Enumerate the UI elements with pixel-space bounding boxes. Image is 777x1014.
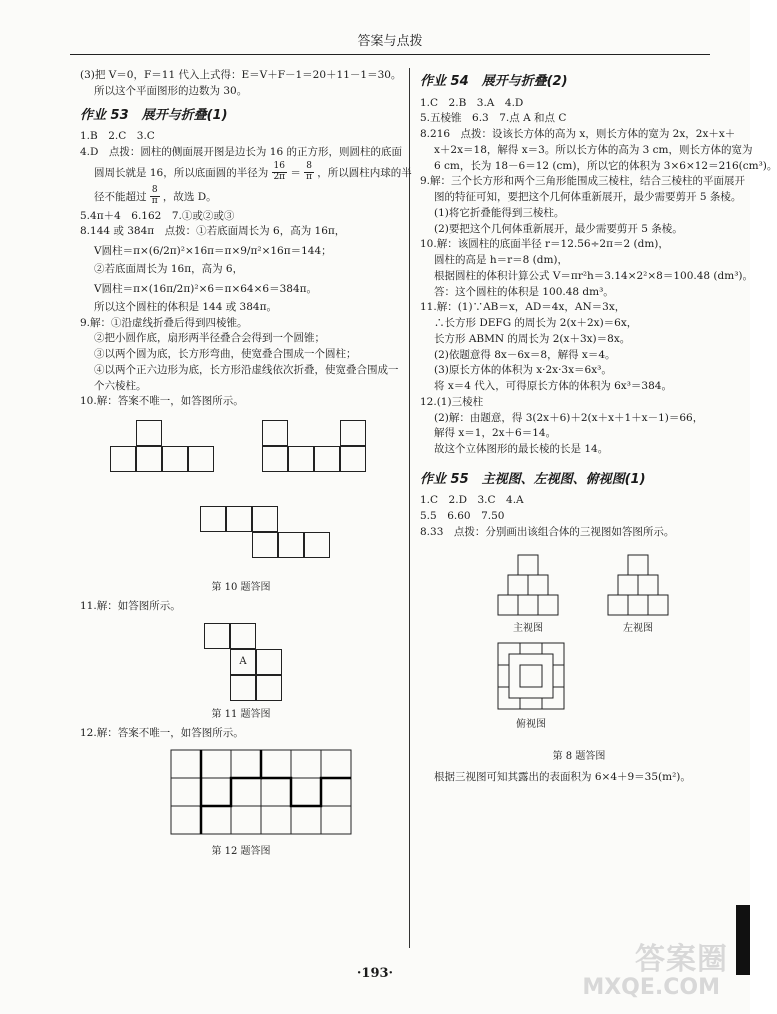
net-cell <box>252 532 278 558</box>
text-line: 9.解：①沿虚线折叠后得到四棱锥。 <box>80 316 248 329</box>
net-cell-a: A <box>230 649 256 675</box>
caption-left-view: 左视图 <box>623 622 653 634</box>
figure-12 <box>80 746 402 840</box>
text-line: ④以两个正六边形为底，长方形沿虚线依次折叠，使宽叠合围成一 <box>94 363 399 376</box>
text-line: 圆柱的高是 h＝r＝8 (dm)， <box>434 254 569 266</box>
denominator: 2π <box>273 172 286 182</box>
right-column <box>420 68 777 785</box>
fraction <box>304 162 314 183</box>
left-view <box>608 555 668 615</box>
text-line: 6 cm，长为 18－6＝12 (cm)，所以它的体积为 3×6×12＝216(cm³)。 <box>434 159 777 172</box>
text-line: 根据三视图可知其露出的表面积为 6×4＋9＝35(m²)。 <box>434 770 691 783</box>
left-column <box>80 68 412 859</box>
text-line: (1)将它折叠能得到三棱柱。 <box>434 206 565 219</box>
edge-tab <box>736 905 750 975</box>
net-cell <box>230 623 256 649</box>
net-cell <box>278 532 304 558</box>
text-line: 12.解：答案不唯一，如答图所示。 <box>80 726 244 739</box>
caption-top-view: 俯视图 <box>516 718 546 730</box>
text-line: 图的特征可知，要把这个几何体重新展开，最少需要剪开 5 条棱。 <box>434 191 742 203</box>
net-cell <box>226 506 252 532</box>
text-line: 10.解：该圆柱的底面半径 r＝12.56÷2π＝2 (dm)， <box>420 238 669 251</box>
net-cell <box>204 623 230 649</box>
text-line: (2)依题意得 8x－6x＝8，解得 x＝4。 <box>434 348 616 361</box>
net-cell <box>256 675 282 701</box>
text-line: 11.解：(1)∵AB＝x，AD＝4x，AN＝3x， <box>420 301 626 314</box>
three-views-figure <box>420 545 738 745</box>
text-line: (3)把 V＝0，F＝11 代入上式得：E＝V＋F－1＝20＋11－1＝30。 <box>80 69 402 81</box>
net-cell <box>304 532 330 558</box>
text-line: 所以这个平面图形的边数为 30。 <box>94 84 248 97</box>
text-line <box>80 161 412 185</box>
page-number: ·193· <box>356 966 394 981</box>
text-line: 将 x＝4 代入，可得原长方体的体积为 6x³＝384。 <box>434 380 672 392</box>
figure-10 <box>80 414 402 576</box>
figure-caption: 第 10 题答图 <box>211 582 271 593</box>
net-cell <box>136 420 162 446</box>
page-header: 答案与点拨 <box>70 30 710 55</box>
denominator: π <box>306 172 313 182</box>
figure-caption: 第 11 题答图 <box>211 708 271 720</box>
text-line: 个六棱柱。 <box>94 379 147 392</box>
text-line: 5.4π＋4 6.162 7.①或②或③ <box>80 209 235 222</box>
text-line: x＋2x＝18，解得 x＝3。所以长方体的高为 3 cm，则长方体的宽为 <box>434 143 753 156</box>
text-line: ②若底面周长为 16π，高为 6， <box>94 263 244 275</box>
net-cell <box>288 446 314 472</box>
text-line: 1.C 2.B 3.A 4.D <box>420 96 524 109</box>
section-title-54: 作业 54 展开与折叠(2) <box>420 74 568 89</box>
net-cell <box>200 506 226 532</box>
figure-caption: 第 12 题答图 <box>211 845 271 857</box>
text-line: ∴长方形 DEFG 的周长为 2(x＋2x)＝6x， <box>434 317 638 329</box>
denominator: π <box>151 196 158 206</box>
text-line: 4.D 点拨：圆柱的侧面展开图是边长为 16 的正方形，则圆柱的底面 <box>80 145 402 158</box>
net-cell <box>340 420 366 446</box>
net-cell <box>252 506 278 532</box>
front-view <box>498 555 558 615</box>
text-line <box>80 185 402 209</box>
figure-8 <box>420 545 738 745</box>
text-line: 8.216 点拨：设该长方体的高为 x，则长方体的宽为 2x，2x＋x＋ <box>420 128 736 140</box>
text-line: 8.33 点拨：分别画出该组合体的三视图如答图所示。 <box>420 525 675 538</box>
text: 圆周长就是 16，所以底面圆的半径为 <box>94 166 269 179</box>
text-line: 8.144 或 384π 点拨：①若底面周长为 6，高为 16π， <box>80 225 346 238</box>
numerator: 16 <box>273 161 285 172</box>
numerator: 8 <box>151 185 158 196</box>
text-line: 10.解：答案不唯一，如答图所示。 <box>80 395 244 408</box>
text-line: 1.C 2.D 3.C 4.A <box>420 494 524 507</box>
figure-11 <box>80 619 402 703</box>
net-cell <box>314 446 340 472</box>
watermark-url: MXQE.COM <box>582 975 720 1000</box>
text-line: 所以这个圆柱的体积是 144 或 384π。 <box>94 300 277 313</box>
text-line: 5.5 6.60 7.50 <box>420 510 505 522</box>
text-line: 1.B 2.C 3.C <box>80 130 155 142</box>
net-cell <box>340 446 366 472</box>
text-line: ②把小圆作底，扇形两半径叠合会得到一个圆锥； <box>94 332 325 345</box>
grid-figure <box>80 746 402 840</box>
column-divider <box>409 68 410 948</box>
text-line: ③以两个圆为底，长方形弯曲，使宽叠合围成一个圆柱； <box>94 348 357 360</box>
text-line: (2)解：由题意，得 3(2x＋6)＋2(x＋x＋1＋x－1)＝66， <box>434 411 704 424</box>
text-line: 9.解：三个长方形和两个三角形能围成三棱柱，结合三棱柱的平面展开 <box>420 175 746 188</box>
net-cell <box>262 420 288 446</box>
net-cell <box>188 446 214 472</box>
text: 径不能超过 <box>94 190 147 203</box>
net-cell <box>256 649 282 675</box>
figure-caption: 第 8 题答图 <box>552 750 606 762</box>
net-gap <box>136 472 162 498</box>
caption-front-view: 主视图 <box>513 622 543 634</box>
text-line: V圆柱＝π×(16π/2π)²×6＝π×64×6＝384π。 <box>94 282 318 295</box>
net-cell <box>110 446 136 472</box>
text-line: 答：这个圆柱的体积是 100.48 dm³。 <box>434 285 614 298</box>
net-cell <box>230 675 256 701</box>
net-cell <box>162 446 188 472</box>
watermark-logo: 答案圈 <box>635 942 728 977</box>
text-line: 故这个立体图形的最长棱的长是 14。 <box>434 443 609 455</box>
text-line: 12.(1)三棱柱 <box>420 395 484 408</box>
net-cell <box>136 446 162 472</box>
fraction <box>150 186 160 207</box>
text: ，所以圆柱内球的半 <box>317 166 412 179</box>
text-line: 根据圆柱的体积计算公式 V＝πr²h＝3.14×2²×8＝100.48 (dm³)。 <box>434 269 754 282</box>
top-view <box>498 643 564 709</box>
section-title-53: 作业 53 展开与折叠(1) <box>80 107 228 123</box>
text-line: 解得 x＝1，2x＋6＝14。 <box>434 427 557 440</box>
text-line: (2)要把这个几何体重新展开，最少需要剪开 5 条棱。 <box>434 222 683 235</box>
net-cell <box>262 446 288 472</box>
text-line: 5.五棱锥 6.3 7.点 A 和点 C <box>420 112 567 125</box>
text-line: V圆柱＝π×(6/2π)²×16π＝π×9/π²×16π＝144； <box>94 245 332 257</box>
fraction <box>272 162 287 183</box>
text: ，故选 D。 <box>162 190 217 203</box>
numerator: 8 <box>306 161 312 172</box>
text-line: (3)原长方体的体积为 x·2x·3x＝6x³。 <box>434 364 612 377</box>
text: ＝ <box>290 166 301 179</box>
text-line: 长方形 ABMN 的周长为 2(x＋3x)＝8x。 <box>434 332 631 345</box>
text-line: 11.解：如答图所示。 <box>80 600 181 612</box>
section-title-55: 作业 55 主视图、左视图、俯视图(1) <box>420 471 646 487</box>
